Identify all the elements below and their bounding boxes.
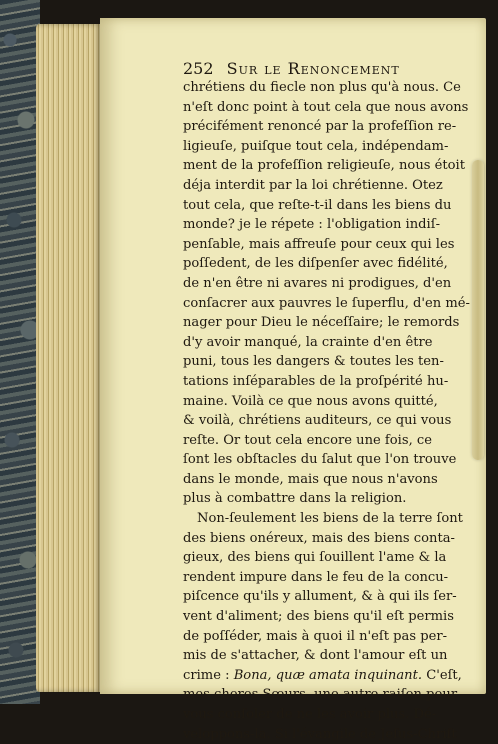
text-line: poſſedent, de les diſpenſer avec fidélité, <box>183 256 448 272</box>
text-line: rendent impure dans le feu de la concu- <box>183 569 449 585</box>
text-line: Non-ſeulement les biens de la terre ſont <box>197 511 463 527</box>
text-line: mes cheres Sœurs, une autre raiſon pour <box>183 687 458 703</box>
body-text <box>183 78 470 744</box>
latin-quote: Bona, quæ amata inquinant. <box>233 667 423 683</box>
page-edges <box>36 24 102 692</box>
text-segment: C'eſt, <box>426 667 462 683</box>
text-line: précifément renoncé par la profeſſion re- <box>183 119 457 135</box>
text-line: vent d'aliment; des biens qu'il eſt permis <box>183 609 454 625</box>
text-line: d'y avoir manqué, la crainte d'en être <box>183 334 433 350</box>
marbled-cover <box>0 0 40 704</box>
running-title: Sur le Renoncement <box>226 59 400 78</box>
text-line: tations inſéparables de la proſpérité hu- <box>183 373 449 389</box>
text-line: nager pour Dieu le néceſſaire; le remords <box>183 315 460 331</box>
running-header <box>183 58 413 80</box>
text-line: des biens onéreux, mais des biens conta- <box>183 530 455 546</box>
text-line: n'eſt donc point à tout cela que nous avons <box>183 99 469 115</box>
text-line: & voilà, chrétiens auditeurs, ce qui vous <box>183 413 452 429</box>
text-line: déja interdit par la loi chrétienne. Otez <box>183 177 443 193</box>
text-line: veloppons-la. Si l'évangile de Jeſus-Chriſt <box>183 726 457 742</box>
text-line: de poſſéder, mais à quoi il n'eſt pas per- <box>183 628 448 644</box>
text-line: maine. Voilà ce que nous avons quitté, <box>183 393 438 409</box>
text-line: piſcence qu'ils y allument, & à qui ils ſer- <box>183 589 457 605</box>
text-line: puni, tous les dangers & toutes les ten- <box>183 354 444 370</box>
text-line: gieux, des biens qui ſouillent l'ame & la <box>183 550 447 566</box>
text-line: ligieuſe, puiſque tout cela, indépendam- <box>183 138 449 154</box>
text-line: reſte. Or tout cela encore une fois, ce <box>183 432 432 448</box>
text-line: mis de s'attacher, & dont l'amour eſt un <box>183 648 448 664</box>
paragraph-1 <box>183 78 470 509</box>
page-number: 252 <box>183 59 214 78</box>
text-segment: crime : <box>183 667 234 683</box>
text-line: ſont les obſtacles du ſalut que l'on trouve <box>183 452 457 468</box>
text-line: dans le monde, mais que nous n'avons <box>183 471 438 487</box>
text-line: plus à combattre dans la religion. <box>183 491 407 507</box>
text-line: monde? je le répete : l'obligation indiſ- <box>183 217 441 233</box>
text-line-with-quote <box>183 666 462 686</box>
text-line: tout cela, que reſte-t-il dans les biens du <box>183 197 452 213</box>
text-line: de n'en être ni avares ni prodigues, d'en <box>183 275 452 291</box>
paragraph-2 <box>183 509 463 744</box>
text-line: ment de la profeſſion religieuſe, nous étoit <box>183 158 465 174</box>
ribbon-bookmark <box>472 160 484 460</box>
text-line: penſable, mais affreuſe pour ceux qui les <box>183 236 455 252</box>
text-line: vous conſoler de ne les avoir plus. Dé- <box>183 707 437 722</box>
text-line: chrétiens du fiecle non plus qu'à nous. Ce <box>183 80 461 95</box>
text-line: conſacrer aux pauvres le ſuperflu, d'en mé- <box>183 295 470 311</box>
